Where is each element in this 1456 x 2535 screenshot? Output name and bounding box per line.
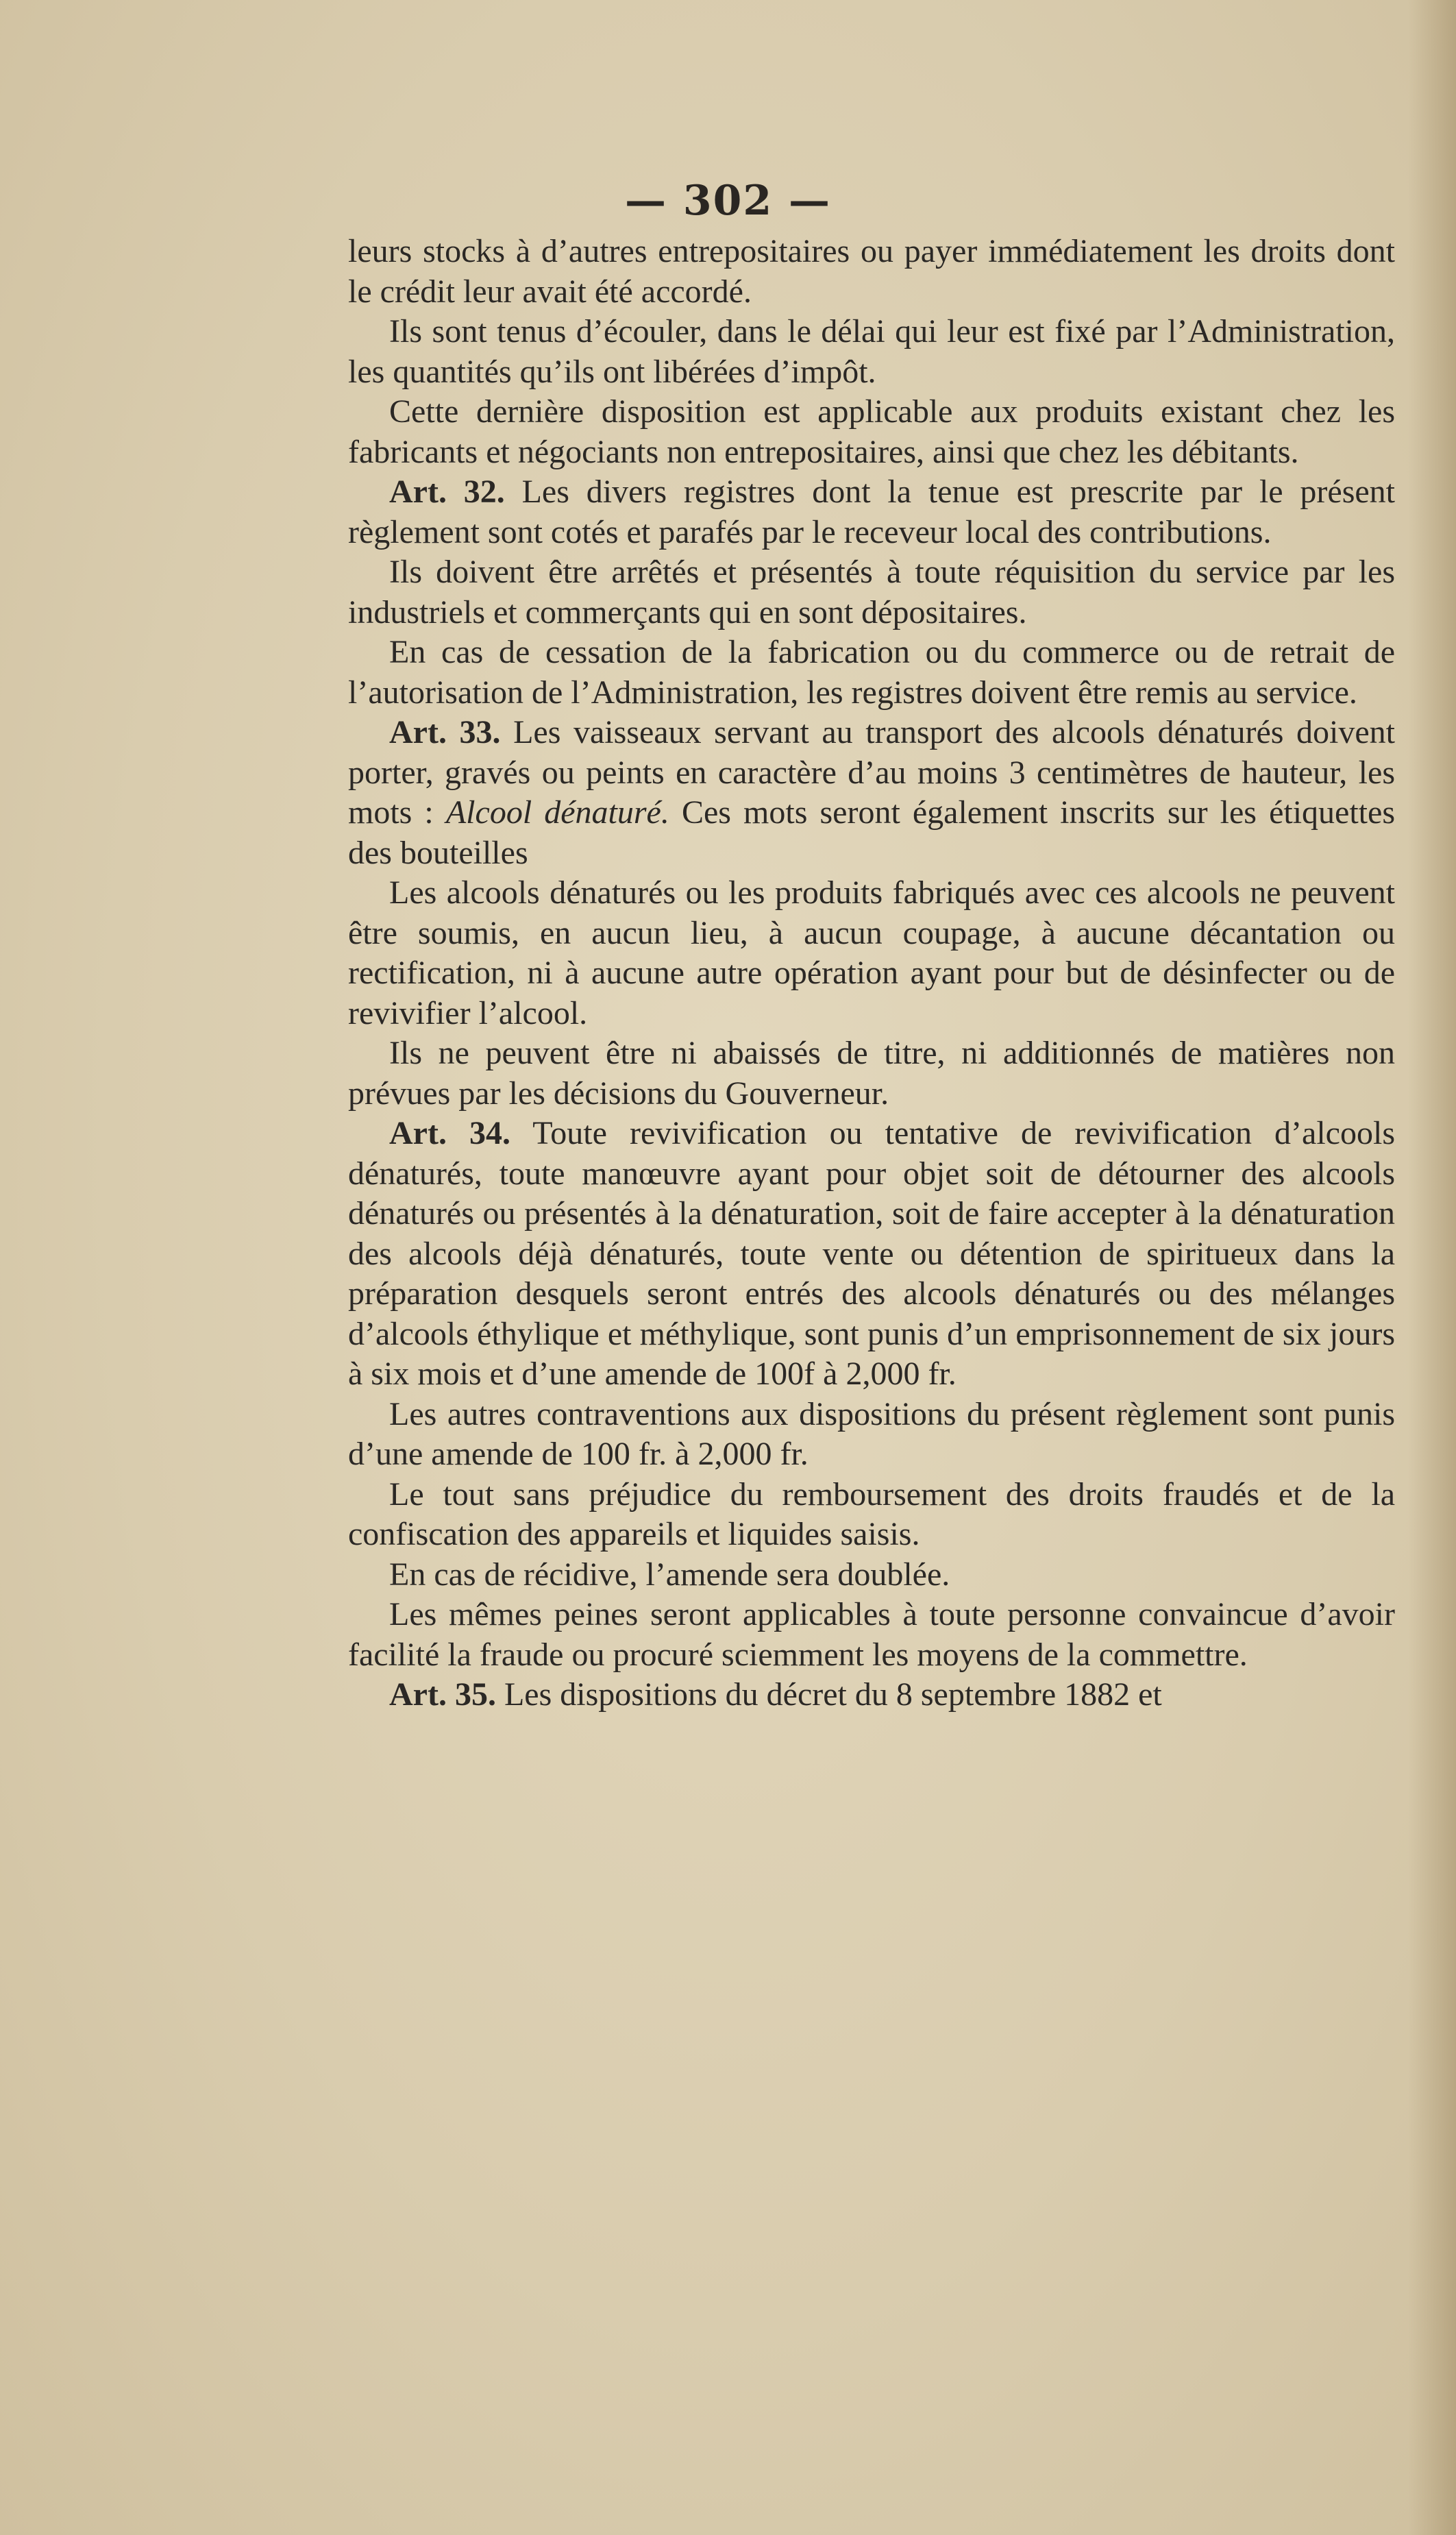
paragraph-text: Ils ne peuvent être ni abaissés de titre, ni additionnés de matières non prévues par les décisions du Gouverneur.: [348, 1035, 1395, 1112]
italic-phrase: Alcool dénaturé.: [445, 794, 669, 831]
paragraph: [348, 873, 1395, 1033]
paragraph-text: Ils doivent être arrêtés et présentés à toute réquisition du service par les industriels et commerçants qui en sont dépositaires.: [348, 554, 1395, 630]
paragraph: [348, 1033, 1395, 1114]
article-label: Art. 32.: [389, 474, 505, 510]
paragraph-text: Les autres contraventions aux dispositions du présent règlement sont punis d’une amende de 100 fr. à 2,000 fr.: [348, 1395, 1395, 1472]
paragraph-text: Toute revivification ou tentative de revivification d’alcools dénaturés, toute manœuvre ayant pour objet soit de détourner des alcools dénaturés ou présentés à la dénaturation, soit de faire accepter à la dénaturation des alcools déjà dénaturés, toute vente ou détention de spiritueux dans la préparation desquels seront entrés des alcools dénaturés ou des mélanges d’alcools éthylique et méthylique, sont punis d’un emprisonnement de six jours à six mois et d’une amende de 100f à 2,000 fr.: [348, 1115, 1395, 1392]
paragraph: [348, 312, 1395, 392]
paragraph: [348, 1555, 1395, 1595]
paragraph-text: Les mêmes peines seront applicables à toute personne convaincue d’avoir facilité la fraude ou procuré sciemment les moyens de la commettre.: [348, 1596, 1395, 1673]
article-33: [348, 713, 1395, 873]
paragraph-text: En cas de récidive, l’amende sera doublée.: [389, 1556, 950, 1593]
paragraph: [348, 1595, 1395, 1675]
article-35: [348, 1675, 1395, 1715]
article-32: [348, 472, 1395, 552]
paragraph: [348, 232, 1395, 312]
paragraph: [348, 1395, 1395, 1475]
paragraph-text: Les dispositions du décret du 8 septembre 1882 et: [504, 1676, 1162, 1713]
paragraph-text: leurs stocks à d’autres entrepositaires ou payer immédiatement les droits dont le crédit leur avait été accordé.: [348, 233, 1395, 310]
paragraph-text: En cas de cessation de la fabrication ou du commerce ou de retrait de l’autorisation de l’Administration, les registres doivent être remis au service.: [348, 634, 1395, 711]
page-edge-shadow: [1408, 0, 1456, 2535]
article-label: Art. 33.: [389, 714, 501, 750]
article-34: [348, 1114, 1395, 1395]
paragraph-text: Ils sont tenus d’écouler, dans le délai qui leur est fixé par l’Administration, les quantités qu’ils ont libérées d’impôt.: [348, 313, 1395, 390]
article-label: Art. 34.: [389, 1115, 511, 1151]
article-label: Art. 35.: [389, 1676, 496, 1713]
paragraph-text: Ces mots seront également inscrits sur les étiquettes des bouteilles: [348, 794, 1396, 871]
paragraph-text: Cette dernière disposition est applicable aux produits existant chez les fabricants et négociants non entrepositaires, ainsi que chez les débitants.: [348, 393, 1395, 470]
page-number: — 302 —: [624, 177, 832, 225]
paragraph-text: Le tout sans préjudice du remboursement des droits fraudés et de la confiscation des appareils et liquides saisis.: [348, 1475, 1395, 1552]
paragraph: [348, 392, 1395, 472]
paragraph: [348, 552, 1395, 633]
paragraph-text: Les vaisseaux servant au transport des alcools dénaturés doivent porter, gravés ou peints en caractère d’au moins 3 centimètres de hauteur, les mots :: [348, 714, 1395, 831]
paragraph-text: Les divers registres dont la tenue est prescrite par le présent règlement sont cotés et parafés par le receveur local des contributions.: [348, 474, 1396, 550]
body-text: [348, 232, 1395, 1715]
paragraph-text: Les alcools dénaturés ou les produits fabriqués avec ces alcools ne peuvent être soumis, en aucun lieu, à aucun coupage, à aucune décantation ou rectification, ni à aucune autre opération ayant pour but de désinfecter ou de revivifier l’alcool.: [348, 874, 1395, 1031]
paragraph: [348, 1475, 1395, 1555]
paragraph: [348, 633, 1395, 713]
